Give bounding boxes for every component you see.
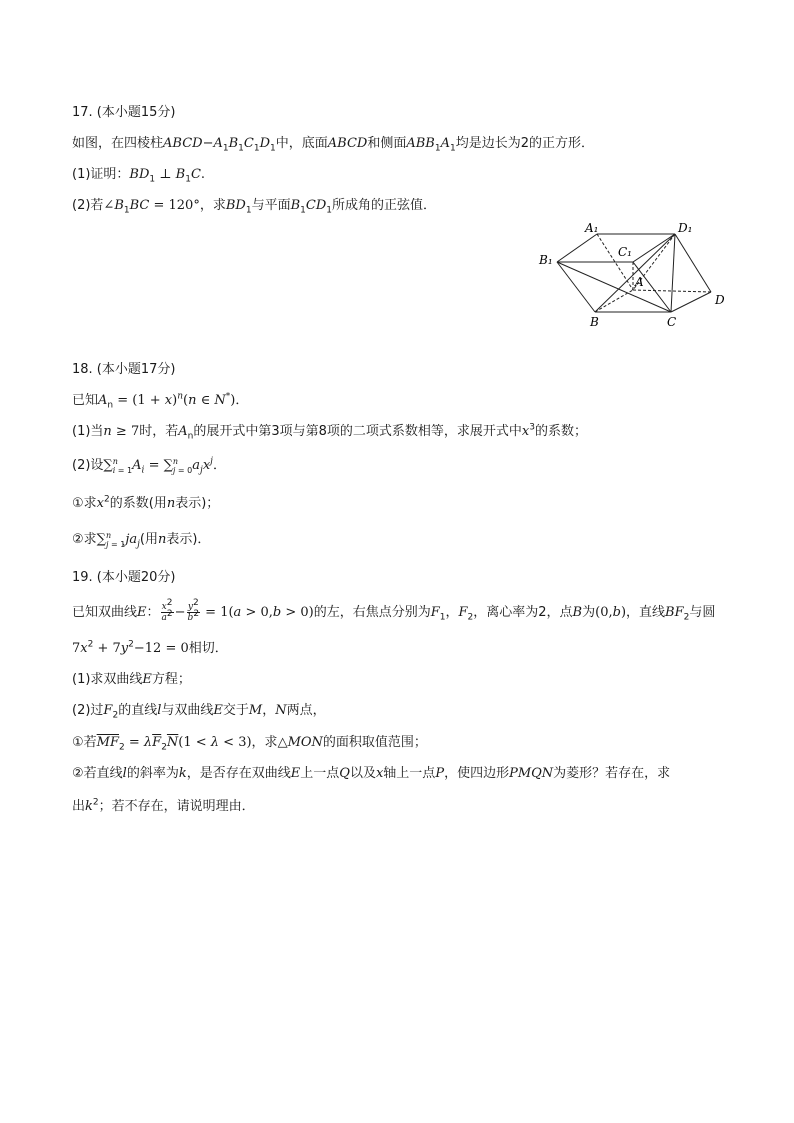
q19-part2: (2)过$F_2$的直线l与双曲线E交于M，N两点， (72, 703, 326, 721)
label-B1: B₁ (539, 253, 553, 267)
edge-B1A1 (557, 234, 597, 262)
label-A1: A₁ (585, 221, 599, 235)
q17-part1: (1)证明：$BD_1$ ⊥ $B_1C$. (72, 167, 206, 185)
q18-part2: (2)设∑n $i = 1A_i = \sum n$ $j = 0a_jx^j$． (72, 456, 226, 476)
q18-part1: (1)当n ≥ 7时，若$A_n$的展开式中第3项与第8项的二项式系数相等，求展开式中$x^3$的系数； (72, 422, 587, 442)
q18-header: 18. (本小题17分) (72, 362, 176, 377)
q19-line2: $7x^2 + 7y^2-12 = 0$相切． (72, 639, 228, 656)
q19-part1: (1)求双曲线E方程； (72, 672, 191, 687)
edge-D1C (671, 234, 675, 312)
label-C1: C₁ (618, 245, 632, 259)
q17-header: 17. (本小题15分) (72, 105, 176, 120)
edge-C1D1 (633, 234, 675, 262)
label-D: D (715, 293, 725, 307)
q18-sub1: ①求$x^2$的系数(用n表示)； (72, 494, 220, 511)
q19-header: 19. (本小题20分) (72, 570, 176, 585)
label-B: B (590, 315, 599, 329)
edge-D1D (675, 234, 711, 292)
q19-sub2-cont: 出$k^2$；若不存在，请说明理由． (72, 797, 255, 814)
q17-intro: 如图，在四棱柱$ABCD-A_1B_1C_1D_1$中，底面ABCD和侧面$ABB_1A_1$均是边长为2的正方形． (72, 136, 594, 154)
edge-CD (671, 292, 711, 312)
edge-BD1 (595, 234, 675, 312)
q19-sub2: ②若直线l的斜率为k，是否存在双曲线E上一点Q以及x轴上一点P，使四边形PMQN为菱形？若存在，求 (72, 766, 671, 781)
q18-known: 已知$A_n = (1 + x)^n(n$ ∈ N*)． (72, 391, 249, 411)
q18-sub2: ②求∑n $j = 1ja_j$(用n表示)． (72, 530, 211, 550)
label-C: C (667, 315, 677, 329)
edge-B1C (557, 262, 671, 312)
q19-line1: 已知双曲线E： $\frac{x^2}{a^2}$ − $\frac{y^2}{b^2}$ = 1(a > 0,b > 0)的左，右焦点分别为$F_1$，$F_2$，离心率为2，点B为(0,b)，直线$BF_2$与圆 (72, 598, 716, 623)
edge-B1B (557, 262, 595, 312)
prism-figure (535, 220, 735, 340)
label-D1: D₁ (678, 221, 693, 235)
q19-sub1: ①若$\overline{MF}_2 = \lambda\overline{F}_2\overline{N}(1 < \lambda < 3)$，求△MON的面积取值范围； (72, 735, 427, 753)
q17-part2: (2)若$\angle B_1BC = 120^\circ$，求$BD_1$与平面$B_1CD_1$所成角的正弦值． (72, 198, 437, 216)
label-A: A (635, 275, 644, 289)
